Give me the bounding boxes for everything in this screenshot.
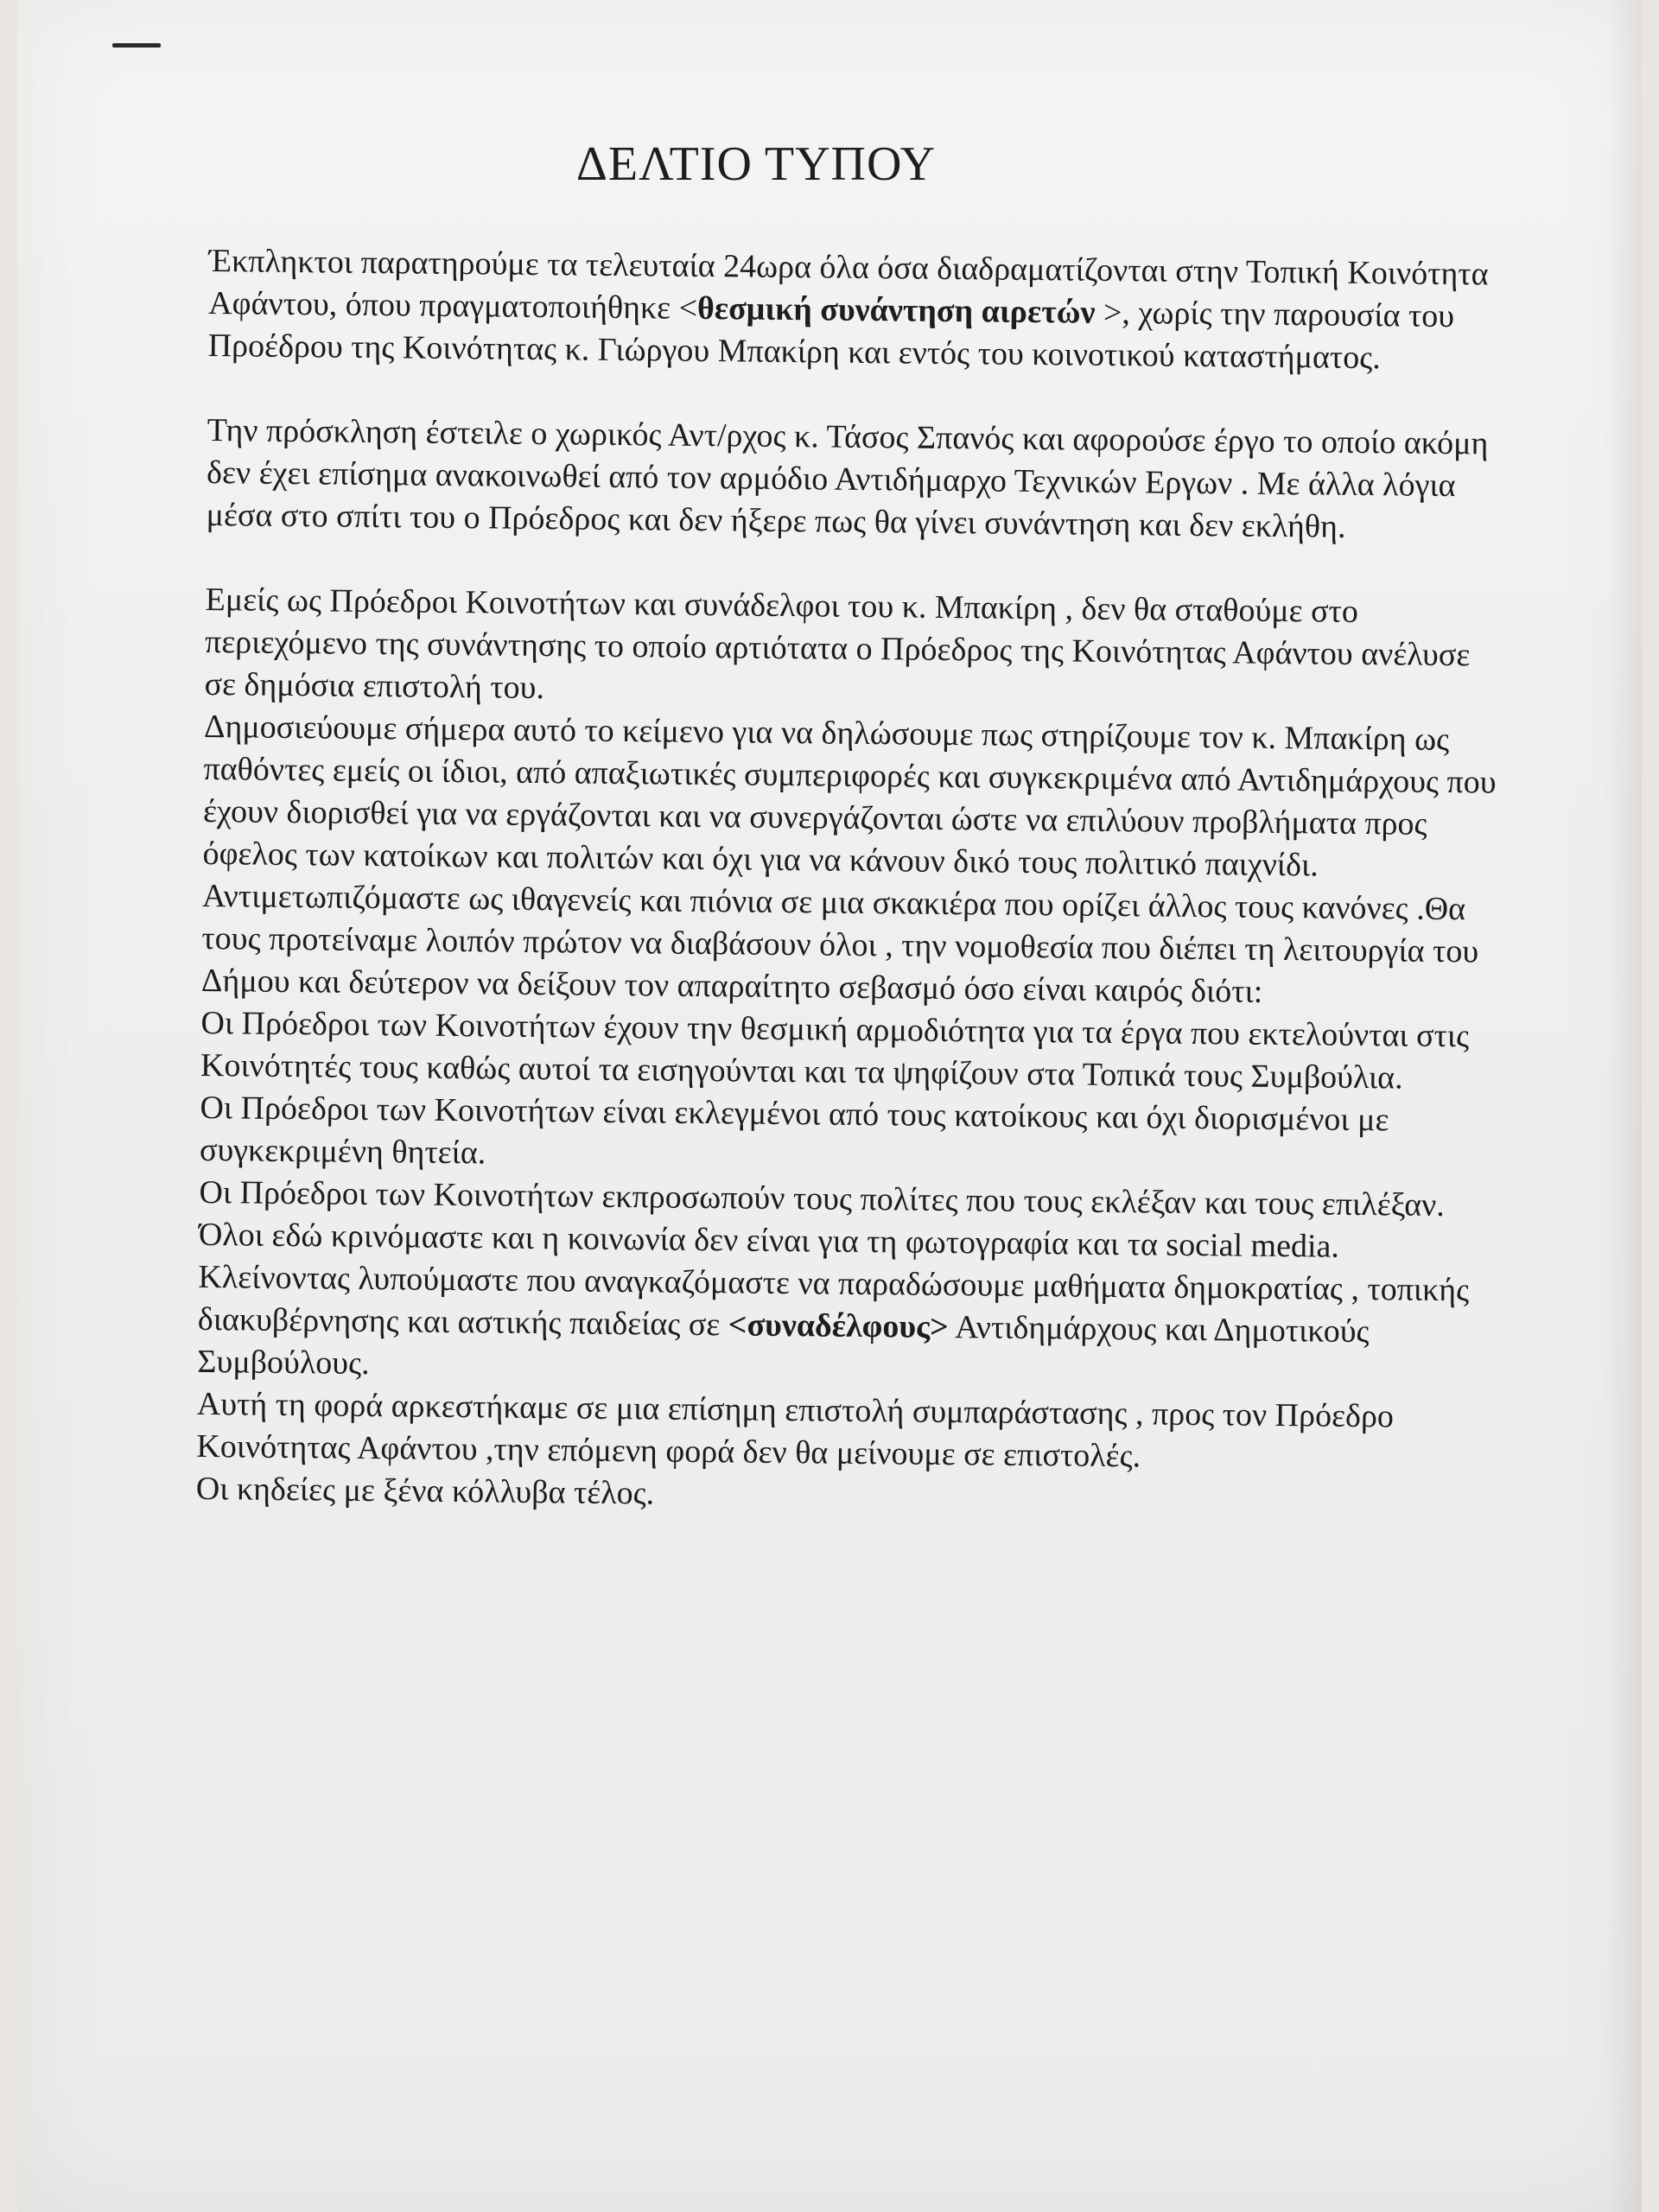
paragraph-intro-bold: θεσμική συνάντηση αιρετών [696,289,1096,331]
paragraph-represent: Οι Πρόεδροι των Κοινοτήτων εκπροσωπούν τους πολίτες που τους εκλέξαν και τους επιλέξαν. [199,1173,1446,1224]
paragraph-treatment: Αντιμετωπιζόμαστε ως ιθαγενείς και πιόνια σε μια σκακιέρα που ορίζει άλλος τους κανόνες .Θα τους προτείναμε λοιπόν πρώτον να διαβάσουν όλοι , την νομοθεσία που διέπει τη λειτουργία του Δήμου και δεύτερον να δείξουν τον απαραίτητο σεβασμό όσο είναι καιρός διότι: [200,877,1479,1010]
paragraph-closing [197,1256,1494,1397]
paragraph-final: Οι κηδείες με ξένα κόλλυβα τέλος. [195,1470,655,1512]
paper-sheet [17,0,1642,2212]
paper-edge-shadow [1607,0,1642,2212]
document-body [196,240,1505,1524]
paragraph-judged: Όλοι εδώ κρινόμαστε και η κοινωνία δεν είναι για τη φωτογραφία και τα social media. [198,1216,1340,1265]
paragraph-closing-bold: <συναδέλφους> [728,1306,949,1346]
paragraph-closing-text-before: Κλείνοντας λυπούμαστε που αναγκαζόμαστε να παραδώσουμε μαθήματα δημοκρατίας , τοπικής διακυβέρνησης και αστικής παιδείας σε [197,1258,1470,1344]
paragraph-elected: Οι Πρόεδροι των Κοινοτήτων είναι εκλεγμένοι από τους κατοίκους και όχι διορισμένοι με συγκεκριμένη θητεία. [199,1089,1389,1172]
paragraph-support: Εμείς ως Πρόεδροι Κοινοτήτων και συνάδελφοι του κ. Μπακίρη , δεν θα σταθούμε στο περιεχόμενο της συνάντησης το οποίο αρτιότατα ο Πρόεδρος της Κοινότητας Αφάντου ανέλυσε σε δημόσια επιστολή του. [204,581,1471,707]
paragraph-invitation: Την πρόσκληση έστειλε ο χωρικός Αντ/ρχος κ. Τάσος Σπανός και αφορούσε έργο το οποίο ακόμη δεν έχει επίσημα ανακοινωθεί από τον αρμόδιο Αντιδήμαρχο Τεχνικών Εργων . Με άλλα λόγια μέσα στο σπίτι του ο Πρόεδρος και δεν ήξερε πως θα γίνει συνάντηση και δεν εκλήθη. [206,411,1489,545]
paragraph-publication: Δημοσιεύουμε σήμερα αυτό το κείμενο για να δηλώσουμε πως στηρίζουμε τον κ. Μπακίρη ως παθόντες εμείς οι ίδιοι, από απαξιωτικές συμπεριφορές και συγκεκριμένα από Αντιδημάρχους που έχουν διορισθεί για να εργάζονται και να συνεργάζονται ώστε να επιλύουν προβλήματα προς όφελος των κατοίκων και πολιτών και όχι για να κάνουν δικό τους πολιτικό παιχνίδι. [202,708,1497,884]
paragraph-closing-text-after: Αντιδημάρχους και Δημοτικούς Συμβούλους. [197,1309,1370,1382]
pen-mark [112,43,161,48]
paragraph-intro-text-before: Έκπληκτοι παρατηρούμε τα τελευταία 24ωρα όλα όσα διαδραματίζονται στην Τοπική Κοινότητα Αφάντου, όπου πραγματοποιήθηκε < [208,242,1489,327]
paragraph-intro-text-after: >, χωρίς την παρουσία του Προέδρου της Κοινότητας κ. Γιώργου Μπακίρη και εντός του κοινοτικού καταστήματος. [207,294,1455,377]
paragraph-intro [207,240,1504,381]
paragraph-letter: Αυτή τη φορά αρκεστήκαμε σε μια επίσημη επιστολή συμπαράστασης , προς τον Πρόεδρο Κοινότητας Αφάντου ,την επόμενη φορά δεν θα μείνουμε σε επιστολές. [196,1385,1395,1475]
document-title: ΔΕΛΤΙΟ ΤΥΠΟΥ [575,137,937,191]
paragraph-competence: Οι Πρόεδροι των Κοινοτήτων έχουν την θεσμική αρμοδιότητα για τα έργα που εκτελούνται στις Κοινότητές τους καθώς αυτοί τα εισηγούνται και τα ψηφίζουν στα Τοπικά τους Συμβούλια. [200,1004,1470,1096]
